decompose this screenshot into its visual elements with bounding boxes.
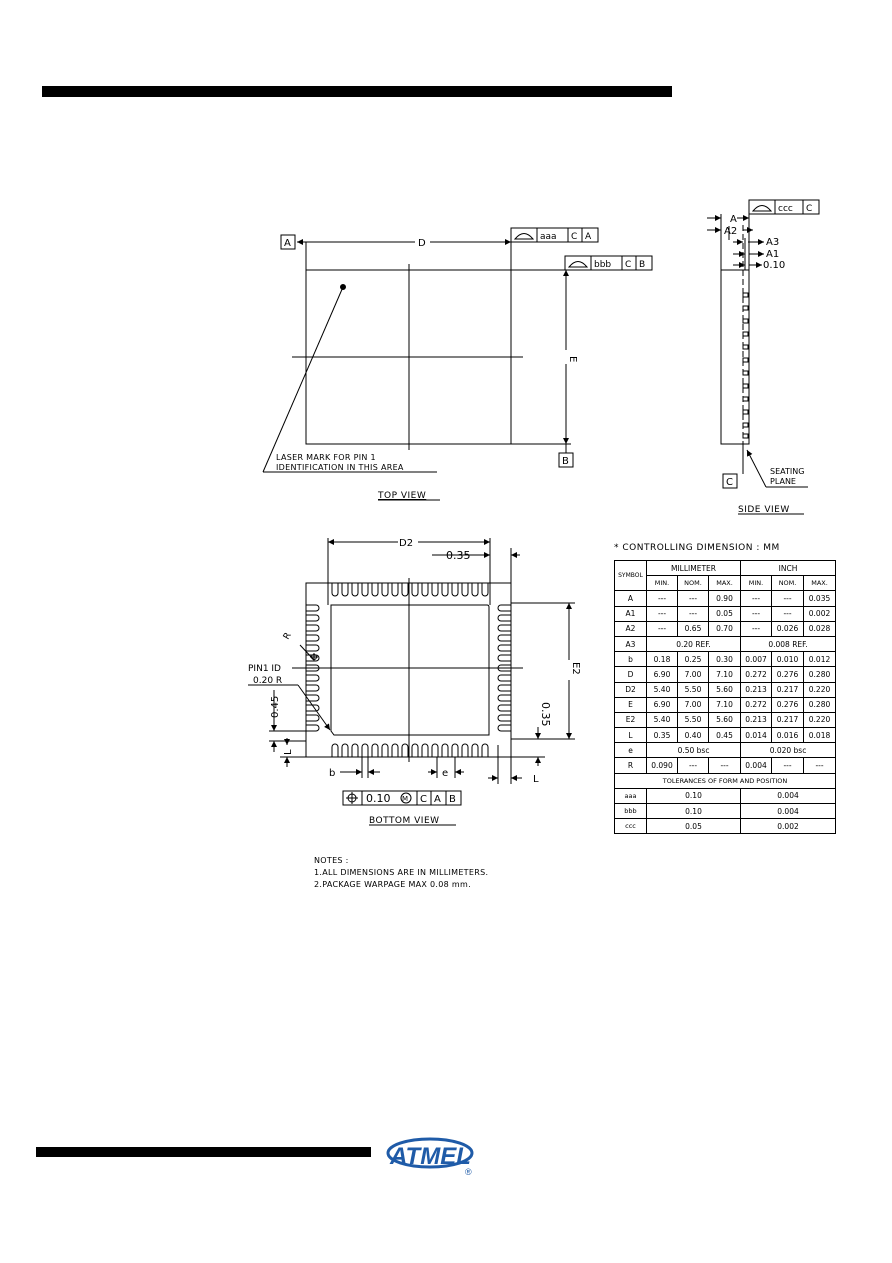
inch-value-cell: 0.213 bbox=[741, 682, 772, 697]
logo-text: ATMEL bbox=[390, 1143, 471, 1170]
fcf-aaa-datum1: C bbox=[571, 232, 578, 242]
mm-value-cell: 0.05 bbox=[709, 606, 741, 621]
symbol-cell: D bbox=[615, 667, 647, 682]
table-row bbox=[615, 697, 836, 712]
mm-value-cell: 5.40 bbox=[647, 712, 678, 727]
inch-value-cell: 0.217 bbox=[772, 712, 804, 727]
fcf-bbb-value: bbb bbox=[594, 260, 612, 270]
symbol-cell: A2 bbox=[615, 621, 647, 636]
subheader-cell: MIN. bbox=[741, 576, 772, 591]
fcf-position bbox=[343, 791, 461, 805]
tolerance-mm: 0.10 bbox=[647, 804, 741, 819]
inch-value-cell: 0.018 bbox=[804, 728, 836, 743]
fcf-ccc-value: ccc bbox=[778, 204, 793, 214]
fcf-aaa-value: aaa bbox=[540, 232, 557, 242]
dimension-table bbox=[614, 560, 836, 834]
fcf-mmc-letter: M bbox=[402, 795, 409, 803]
tolerance-symbol: bbb bbox=[615, 804, 647, 819]
mm-value-cell: 7.00 bbox=[678, 697, 709, 712]
controlling-dimension-note: * CONTROLLING DIMENSION : MM bbox=[614, 543, 780, 553]
mm-value-cell: 5.60 bbox=[709, 712, 741, 727]
subheader-cell: MAX. bbox=[804, 576, 836, 591]
tolerance-inch: 0.004 bbox=[741, 788, 836, 803]
table-row bbox=[615, 621, 836, 636]
mm-value-cell: 7.00 bbox=[678, 667, 709, 682]
mm-value-cell: --- bbox=[678, 606, 709, 621]
top-view-title: TOP VIEW bbox=[378, 491, 427, 501]
dim-e: e bbox=[442, 768, 449, 779]
mm-value-cell: --- bbox=[678, 591, 709, 606]
atmel-logo bbox=[384, 1133, 476, 1179]
seating-text-2: PLANE bbox=[770, 477, 796, 486]
fcf-bbb-datum1: C bbox=[625, 260, 632, 270]
datum-b-label: B bbox=[562, 456, 569, 467]
dimension-d-label: D bbox=[418, 238, 426, 249]
mm-value-cell: 7.10 bbox=[709, 697, 741, 712]
inch-value-cell: 0.026 bbox=[772, 621, 804, 636]
fcf-position-datum3: B bbox=[449, 794, 456, 805]
table-row bbox=[615, 636, 836, 651]
mm-value-cell: 0.45 bbox=[709, 728, 741, 743]
radius-020-label: 0.20 R bbox=[253, 676, 283, 686]
radius-r-label: R bbox=[281, 631, 294, 642]
subheader-cell: MAX. bbox=[709, 576, 741, 591]
laser-mark-text-2: IDENTIFICATION IN THIS AREA bbox=[276, 463, 404, 472]
table-row bbox=[615, 667, 836, 682]
inch-value-cell: --- bbox=[772, 758, 804, 773]
mm-value-cell: --- bbox=[647, 591, 678, 606]
inch-value-cell: 0.028 bbox=[804, 621, 836, 636]
side-dim-a2: A2 bbox=[724, 226, 738, 237]
inch-value-cell: 0.012 bbox=[804, 652, 836, 667]
mm-value-cell: 0.65 bbox=[678, 621, 709, 636]
inch-value-cell: --- bbox=[772, 606, 804, 621]
subheader-cell: NOM. bbox=[678, 576, 709, 591]
fcf-aaa-datum2: A bbox=[585, 232, 592, 242]
inch-value-cell: --- bbox=[741, 591, 772, 606]
note-1: 1.ALL DIMENSIONS ARE IN MILLIMETERS. bbox=[314, 868, 489, 877]
table-row bbox=[615, 712, 836, 727]
inch-span-cell: 0.020 bsc bbox=[741, 743, 836, 758]
symbol-header: SYMBOL bbox=[615, 561, 647, 591]
symbol-cell: E2 bbox=[615, 712, 647, 727]
table-row bbox=[615, 652, 836, 667]
exposed-pad bbox=[331, 605, 489, 735]
mm-value-cell: 0.090 bbox=[647, 758, 678, 773]
datum-c-label: C bbox=[726, 477, 733, 488]
laser-mark-text-1: LASER MARK FOR PIN 1 bbox=[276, 453, 376, 462]
bottom-view-title: BOTTOM VIEW bbox=[369, 816, 440, 826]
tolerance-row bbox=[615, 804, 836, 819]
mm-value-cell: 5.50 bbox=[678, 712, 709, 727]
fcf-bbb bbox=[565, 256, 652, 270]
pin1-id-label: PIN1 ID bbox=[248, 664, 281, 674]
dim-045: 0.45 bbox=[270, 695, 281, 718]
symbol-cell: D2 bbox=[615, 682, 647, 697]
side-dim-010: 0.10 bbox=[763, 260, 786, 271]
subheader-cell: NOM. bbox=[772, 576, 804, 591]
bottom-view bbox=[248, 538, 581, 826]
pins-bottom bbox=[332, 744, 488, 757]
inch-value-cell: 0.213 bbox=[741, 712, 772, 727]
mm-value-cell: 5.50 bbox=[678, 682, 709, 697]
inch-value-cell: 0.276 bbox=[772, 667, 804, 682]
inch-header: INCH bbox=[741, 561, 836, 576]
table-row bbox=[615, 606, 836, 621]
subheader-cell: MIN. bbox=[647, 576, 678, 591]
symbol-cell: L bbox=[615, 728, 647, 743]
inch-value-cell: 0.002 bbox=[804, 606, 836, 621]
table-row bbox=[615, 758, 836, 773]
symbol-cell: A bbox=[615, 591, 647, 606]
inch-value-cell: 0.276 bbox=[772, 697, 804, 712]
datum-a-label: A bbox=[284, 238, 291, 249]
table-header-row bbox=[615, 561, 836, 576]
inch-value-cell: 0.035 bbox=[804, 591, 836, 606]
inch-value-cell: --- bbox=[741, 621, 772, 636]
side-view bbox=[707, 200, 819, 515]
symbol-cell: E bbox=[615, 697, 647, 712]
table-subheader-row bbox=[615, 576, 836, 591]
fcf-aaa bbox=[511, 228, 598, 242]
dim-035-right: 0.35 bbox=[539, 702, 552, 727]
mm-value-cell: 6.90 bbox=[647, 697, 678, 712]
fcf-ccc-datum: C bbox=[806, 204, 813, 214]
side-view-title: SIDE VIEW bbox=[738, 505, 790, 515]
inch-value-cell: 0.272 bbox=[741, 697, 772, 712]
dim-l-left: L bbox=[283, 749, 294, 755]
inch-value-cell: 0.016 bbox=[772, 728, 804, 743]
mm-span-cell: 0.50 bsc bbox=[647, 743, 741, 758]
note-2: 2.PACKAGE WARPAGE MAX 0.08 mm. bbox=[314, 880, 471, 889]
mm-value-cell: 7.10 bbox=[709, 667, 741, 682]
tolerance-symbol: aaa bbox=[615, 788, 647, 803]
mm-value-cell: 0.18 bbox=[647, 652, 678, 667]
pins-top bbox=[332, 583, 488, 596]
tolerance-row bbox=[615, 819, 836, 834]
notes-title: NOTES : bbox=[314, 856, 349, 865]
notes bbox=[314, 855, 488, 891]
fcf-bbb-datum2: B bbox=[639, 260, 646, 270]
side-dim-a: A bbox=[730, 214, 737, 225]
mm-value-cell: --- bbox=[678, 758, 709, 773]
mm-value-cell: 0.30 bbox=[709, 652, 741, 667]
tolerance-mm: 0.05 bbox=[647, 819, 741, 834]
fcf-position-value: 0.10 bbox=[366, 792, 391, 805]
inch-value-cell: 0.220 bbox=[804, 682, 836, 697]
dimension-d2-label: D2 bbox=[399, 538, 414, 549]
mm-value-cell: 6.90 bbox=[647, 667, 678, 682]
symbol-cell: b bbox=[615, 652, 647, 667]
side-leads bbox=[743, 293, 748, 438]
mm-value-cell: 0.25 bbox=[678, 652, 709, 667]
dim-b: b bbox=[329, 768, 336, 779]
inch-value-cell: 0.217 bbox=[772, 682, 804, 697]
side-dim-a3: A3 bbox=[766, 237, 780, 248]
fcf-ccc bbox=[749, 200, 819, 214]
inch-value-cell: --- bbox=[772, 591, 804, 606]
inch-value-cell: 0.014 bbox=[741, 728, 772, 743]
inch-value-cell: 0.004 bbox=[741, 758, 772, 773]
table-row bbox=[615, 743, 836, 758]
seating-text-1: SEATING bbox=[770, 467, 805, 476]
dim-l-bottom: L bbox=[533, 774, 539, 785]
mm-value-cell: 0.90 bbox=[709, 591, 741, 606]
table-row bbox=[615, 682, 836, 697]
mm-value-cell: 0.35 bbox=[647, 728, 678, 743]
mm-value-cell: 0.70 bbox=[709, 621, 741, 636]
dimension-e-label: E bbox=[567, 356, 578, 363]
mm-value-cell: 5.60 bbox=[709, 682, 741, 697]
symbol-cell: e bbox=[615, 743, 647, 758]
mm-value-cell: --- bbox=[709, 758, 741, 773]
dim-035-top: 0.35 bbox=[446, 549, 471, 562]
inch-value-cell: --- bbox=[804, 758, 836, 773]
side-dim-a1: A1 bbox=[766, 249, 780, 260]
symbol-cell: R bbox=[615, 758, 647, 773]
tolerance-inch: 0.004 bbox=[741, 804, 836, 819]
profile-surface-icon bbox=[753, 206, 771, 212]
profile-surface-icon bbox=[569, 262, 587, 268]
mm-value-cell: 5.40 bbox=[647, 682, 678, 697]
fcf-position-datum2: A bbox=[434, 794, 441, 805]
logo-registered: ® bbox=[465, 1167, 472, 1177]
inch-value-cell: 0.280 bbox=[804, 697, 836, 712]
tolerance-header: TOLERANCES OF FORM AND POSITION bbox=[615, 773, 836, 788]
side-body bbox=[721, 270, 749, 444]
tolerance-inch: 0.002 bbox=[741, 819, 836, 834]
inch-value-cell: --- bbox=[741, 606, 772, 621]
mm-span-cell: 0.20 REF. bbox=[647, 636, 741, 651]
inch-value-cell: 0.010 bbox=[772, 652, 804, 667]
inch-value-cell: 0.007 bbox=[741, 652, 772, 667]
fcf-position-datum1: C bbox=[420, 794, 427, 805]
symbol-cell: A3 bbox=[615, 636, 647, 651]
profile-surface-icon bbox=[515, 234, 533, 240]
inch-value-cell: 0.220 bbox=[804, 712, 836, 727]
mm-value-cell: --- bbox=[647, 606, 678, 621]
inch-value-cell: 0.280 bbox=[804, 667, 836, 682]
tolerance-row bbox=[615, 788, 836, 803]
symbol-cell: A1 bbox=[615, 606, 647, 621]
top-view bbox=[263, 228, 652, 501]
inch-span-cell: 0.008 REF. bbox=[741, 636, 836, 651]
table-row bbox=[615, 728, 836, 743]
tolerance-symbol: ccc bbox=[615, 819, 647, 834]
tolerance-mm: 0.10 bbox=[647, 788, 741, 803]
table-row bbox=[615, 591, 836, 606]
tolerance-header-row bbox=[615, 773, 836, 788]
millimeter-header: MILLIMETER bbox=[647, 561, 741, 576]
dimension-e2-label: E2 bbox=[570, 662, 581, 675]
mm-value-cell: --- bbox=[647, 621, 678, 636]
inch-value-cell: 0.272 bbox=[741, 667, 772, 682]
mm-value-cell: 0.40 bbox=[678, 728, 709, 743]
